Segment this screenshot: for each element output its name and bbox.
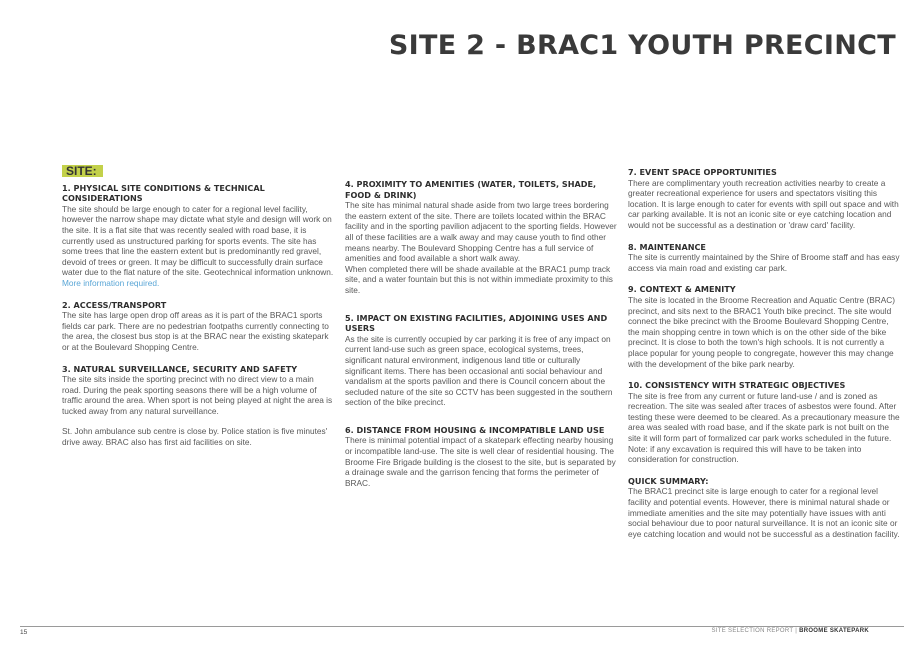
section-maintenance	[628, 242, 900, 274]
section-body-2: When completed there will be shade available at the BRAC1 pump track site, and a water fountain but this is not within immediate proximity to this site.	[345, 263, 613, 295]
section-body: The BRAC1 precinct site is large enough to cater for a regional level facility and potential events. However, there is minimal natural shade or immediate amenities and the site may potentially have issues with anti social behaviour due to poor natural surveillance. It is not an iconic site or eye catching location and would not be successful as a destination facility.	[628, 486, 900, 539]
more-information-link[interactable]: More information required.	[62, 277, 160, 288]
section-heading: 10. CONSISTENCY WITH STRATEGIC OBJECTIVES	[628, 380, 846, 391]
section-heading: 8. MAINTENANCE	[628, 241, 706, 252]
section-heading: QUICK SUMMARY:	[628, 475, 709, 486]
site-label: SITE:	[62, 165, 103, 177]
section-body: There is minimal potential impact of a skatepark effecting nearby housing or incompatible land-use. The site is well clear of residential housing. The Broome Fire Brigade building is the closest to the site, but is separated by a drainage swale and the garrison fencing that forms the perimeter of BRAC.	[345, 435, 616, 488]
section-heading: 9. CONTEXT & AMENITY	[628, 284, 736, 295]
footer-divider	[20, 626, 904, 627]
section-body: The site is currently maintained by the Shire of Broome staff and has easy access via main road and existing car park.	[628, 252, 900, 273]
section-proximity-to-amenities	[345, 179, 617, 296]
section-body: The site sits inside the sporting precinct with no direct view to a main road. During the peak sporting seasons there will be a high volume of traffic around the area. When sport is not being played at night the area is tucked away from any natural surveillance.	[62, 374, 333, 416]
section-body: There are complimentary youth recreation activities nearby to create a greater recreational experience for users and spectators visiting this location. It is large enough to cater for events with spill out space and with car parking available. It is not an iconic site or eye catching location and would not be successful as a destination or 'draw card' facility.	[628, 177, 899, 230]
section-body: The site has minimal natural shade aside from two large trees bordering the eastern extent of the site. There are toilets located within the BRAC facility and in the sporting pavilion adjacent to the sporting fields. However all of these facilities are a walk away and may cause youth to find other means nearby. The Boulevard Shopping Centre has a full service of amenities and food available a short walk away.	[345, 200, 617, 264]
section-body: As the site is currently occupied by car parking it is free of any impact on current land-use such as green space, ecological systems, trees, significant natural environment, indigenous land title or culturally significant items. There has been occasional anti social behaviour and vandalism at the sports pavilion and there is Council concern about the secluded nature of the site so CCTV has been suggested in the southern section of the bike precinct.	[345, 333, 613, 408]
footer-project-label: BROOME SKATEPARK	[799, 628, 869, 634]
section-body	[62, 204, 334, 289]
footer-separator: |	[795, 628, 798, 634]
section-heading: 7. EVENT SPACE OPPORTUNITIES	[628, 167, 777, 177]
section-quick-summary	[628, 476, 900, 540]
section-heading: 2. ACCESS/TRANSPORT	[62, 299, 167, 310]
section-strategic-objectives	[628, 380, 900, 465]
section-heading: 3. NATURAL SURVEILLANCE, SECURITY AND SAFETY	[62, 363, 298, 374]
section-event-space-opportunities	[628, 167, 900, 231]
section-body: The site is located in the Broome Recreation and Aquatic Centre (BRAC) precinct, and sits next to the BRAC1 Youth bike precinct. The site would connect the bike precinct with the Broome Boulevard Shopping Centre, the main shopping centre in town which is on the other side of the bike precinct. It is close to both the town's high schools. It is not currently a place popular for young people to congregate, however this may change with the development of the bike park nearby.	[628, 294, 896, 369]
column-1	[62, 165, 334, 459]
section-access-transport	[62, 300, 334, 353]
section-body: The site is free from any current or future land-use / and is zoned as recreation. The site was sealed after traces of asbestos were found. After testing these were deemed to be cleared. As a precautionary measure the area was sealed with road base, and if the skate park is not built on the site it will form part of formalized car park works scheduled in the future. Note: if any excavation is required this will have to be taken into consideration for construction.	[628, 390, 900, 465]
section-body-2: St. John ambulance sub centre is close by. Police station is five minutes' drive away. BRAC also has first aid facilities on site.	[62, 426, 328, 448]
page-number: 15	[20, 629, 28, 636]
section-body: The site has large open drop off areas as it is part of the BRAC1 sports fields car park. There are no pedestrian footpaths currently connecting to the area, the closest bus stop is at the BRAC near the existing skatepark or at the Boulevard Shopping Centre.	[62, 310, 329, 352]
section-impact-on-existing-facilities	[345, 313, 617, 408]
footer-report-label: SITE SELECTION REPORT	[711, 628, 794, 634]
page-title: SITE 2 - BRAC1 YOUTH PRECINCT	[388, 30, 896, 61]
section-heading: 4. PROXIMITY TO AMENITIES (WATER, TOILETS, SHADE, FOOD & DRINK)	[345, 179, 597, 200]
column-2	[345, 179, 617, 499]
section-distance-from-housing	[345, 425, 617, 489]
footer-report-title	[712, 628, 869, 634]
section-text: The site should be large enough to cater for a regional level facility, however the narrow shape may dictate what style and design will work on the site. It is a flat site that was recently sealed with road base, it is currently used as unstructured parking for sports events. The site has some trees that line the eastern extent but is predominantly red gravel, devoid of trees or green. It may be difficult to successfully drain surface water due to the flat nature of the site. Geotechnical information unknown.	[62, 203, 334, 278]
section-natural-surveillance	[62, 364, 334, 448]
section-heading: 5. IMPACT ON EXISTING FACILITIES, ADJOINING USES AND USERS	[345, 312, 608, 334]
column-3	[628, 167, 900, 550]
section-physical-site-conditions	[62, 183, 334, 289]
section-heading: 1. PHYSICAL SITE CONDITIONS & TECHNICAL CONSIDERATIONS	[62, 182, 265, 204]
section-context-amenity	[628, 284, 900, 369]
section-heading: 6. DISTANCE FROM HOUSING & INCOMPATIBLE LAND USE	[345, 424, 605, 435]
